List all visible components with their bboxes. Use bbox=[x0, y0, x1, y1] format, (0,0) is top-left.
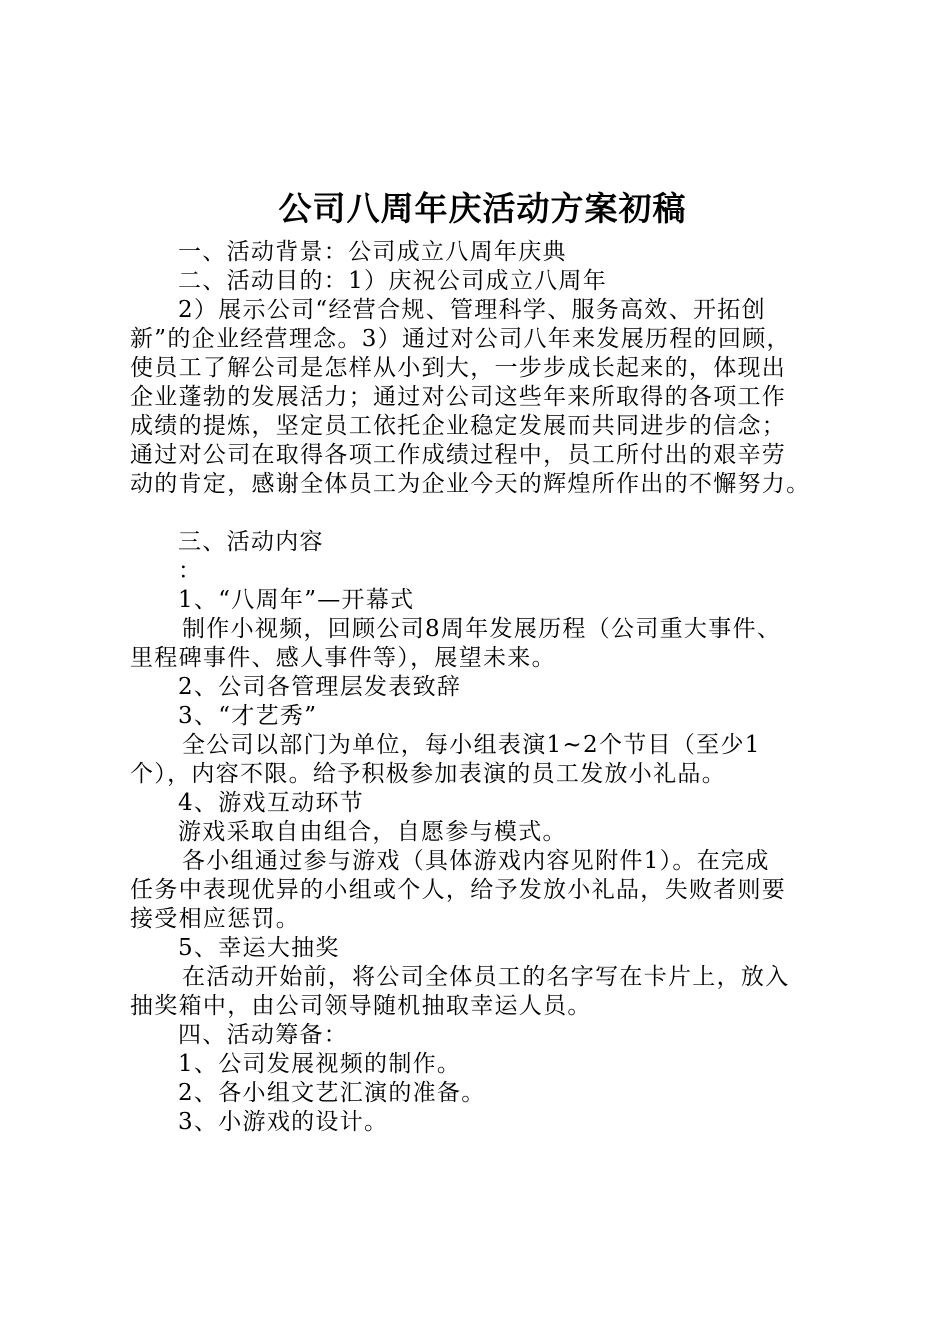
paragraph-spacer bbox=[130, 499, 835, 528]
paragraph-line: 企业蓬勃的发展活力；通过对公司这些年来所取得的各项工作 bbox=[130, 384, 787, 410]
paragraph-line: 使员工了解公司是怎样从小到大，一步步成长起来的，体现出 bbox=[130, 355, 787, 381]
list-item: 3、“才艺秀” bbox=[178, 703, 318, 729]
paragraph-line: 全公司以部门为单位，每小组表演1~2个节目（至少1 bbox=[182, 732, 761, 758]
paragraph-line: 里程碑事件、感人事件等），展望未来。 bbox=[130, 645, 556, 671]
paragraph-line: 2）展示公司“经营合规、管理科学、服务高效、开拓创 bbox=[178, 297, 766, 323]
paragraph-line: 接受相应惩罚。 bbox=[130, 906, 301, 932]
document-title: 公司八周年庆活动方案初稿 bbox=[278, 189, 687, 228]
paragraph-line: 动的肯定，感谢全体员工为企业今天的辉煌所作出的不懈努力。 bbox=[130, 471, 811, 497]
paragraph-line: 游戏采取自由组合，自愿参与模式。 bbox=[178, 819, 567, 845]
list-item: 4、游戏互动环节 bbox=[178, 790, 365, 816]
paragraph-line: ： bbox=[178, 558, 203, 584]
list-item: 3、小游戏的设计。 bbox=[178, 1109, 389, 1135]
paragraph-line: 抽奖箱中，由公司领导随机抽取幸运人员。 bbox=[130, 993, 592, 1019]
section-purpose: 二、活动目的：1）庆祝公司成立八周年 bbox=[178, 268, 608, 294]
paragraph-line: 通过对公司在取得各项工作成绩过程中，员工所付出的艰辛劳 bbox=[130, 442, 787, 468]
paragraph-line: 制作小视频，回顾公司8周年发展历程（公司重大事件、 bbox=[182, 616, 782, 642]
list-item: 5、幸运大抽奖 bbox=[178, 935, 340, 961]
paragraph-line: 任务中表现优异的小组或个人，给予发放小礼品，失败者则要 bbox=[130, 877, 787, 903]
section-preparation: 四、活动筹备： bbox=[178, 1022, 349, 1048]
document-page bbox=[130, 186, 835, 1137]
list-item: 2、公司各管理层发表致辞 bbox=[178, 674, 462, 700]
section-background: 一、活动背景：公司成立八周年庆典 bbox=[178, 239, 567, 265]
paragraph-line: 各小组通过参与游戏（具体游戏内容见附件1）。在完成 bbox=[182, 848, 770, 874]
list-item: 1、公司发展视频的制作。 bbox=[178, 1051, 462, 1077]
paragraph-line: 在活动开始前，将公司全体员工的名字写在卡片上，放入 bbox=[182, 964, 790, 990]
list-item: 2、各小组文艺汇演的准备。 bbox=[178, 1080, 486, 1106]
section-content: 三、活动内容 bbox=[178, 529, 324, 555]
paragraph-line: 个），内容不限。给予积极参加表演的员工发放小礼品。 bbox=[130, 761, 726, 787]
paragraph-line: 新”的企业经营理念。3）通过对公司八年来发展历程的回顾， bbox=[130, 326, 791, 352]
list-item: 1、“八周年”—开幕式 bbox=[178, 587, 415, 613]
paragraph-line: 成绩的提炼，坚定员工依托企业稳定发展而共同进步的信念； bbox=[130, 413, 787, 439]
